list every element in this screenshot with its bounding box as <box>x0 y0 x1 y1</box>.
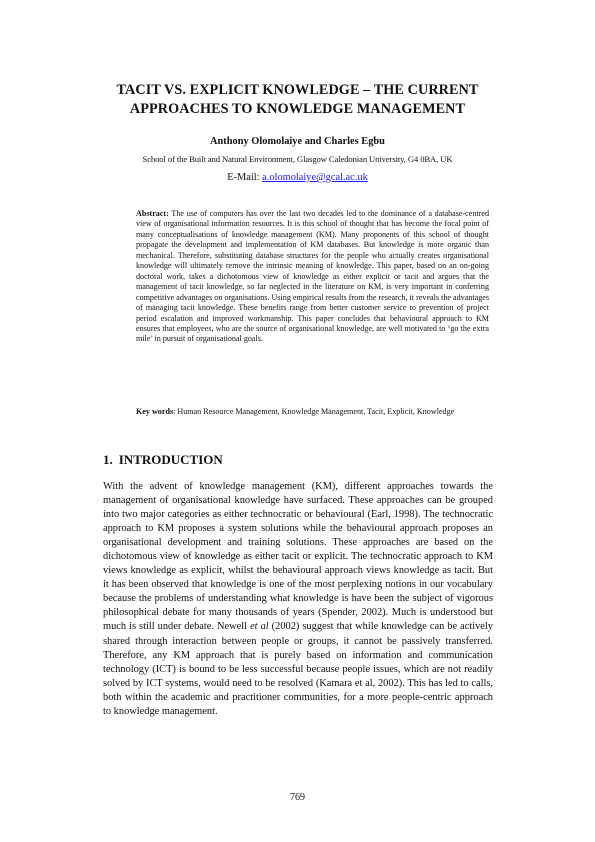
paper-title <box>60 81 535 119</box>
section-number: 1. <box>103 452 113 467</box>
paper-title-line-1: TACIT VS. EXPLICIT KNOWLEDGE – THE CURRENT <box>116 82 479 98</box>
abstract-text: The use of computers has over the last two decades led to the dominance of a database-centred view of organisational information resources. It is this school of thought that has become the focal point of many conceptualisations of knowledge management (KM). Many proponents of this school of thought propagate the development and implementation of KM databases. But knowledge is more organic than mechanical. Therefore, substituting database structures for the people who actually creates organisational knowledge will ultimately remove the intrinsic meaning of knowledge. This paper, based on an on-going doctoral work, takes a dichotomous view of knowledge as either explicit or tacit and argues that the management of tacit knowledge, so far neglected in the literature on KM, is very important in conferring competitive advantages on organisations. Using empirical results from the research, it reveals the advantages of managing tacit knowledge. These benefits range from better customer service to prevention of project period escalation and improved workmanship. This paper concludes that behavioural approach to KM ensures that employees, who are the source of organisational knowledge, are well motivated to ‘go the extra mile’ in pursuit of organisational goals. <box>136 209 489 344</box>
intro-text-2: (2002) suggest that while knowledge can be actively shared through interaction between people or groups, it cannot be passively transferred. Therefore, any KM approach that is purely based on information and communication technology (ICT) is bound to be less successful because people issues, which are not readily solved by ICT systems, would need to be resolved (Kamara et al, 2002). This has led to calls, both within the academic and practitioner communities, for a more people-centric approach to knowledge management. <box>103 621 493 717</box>
keywords <box>136 406 489 417</box>
section-title: INTRODUCTION <box>118 452 223 467</box>
keywords-text: : Human Resource Management, Knowledge Management, Tacit, Explicit, Knowledge <box>173 407 455 416</box>
section-heading <box>103 452 223 468</box>
intro-etal: et al <box>250 621 269 633</box>
abstract <box>136 209 489 345</box>
authors: Anthony Olomolaiye and Charles Egbu <box>210 136 385 147</box>
intro-text-1: With the advent of knowledge management (KM), different approaches towards the management of organisational knowledge have surfaced. These approaches can be grouped into two major categories as either technocratic or behavioural (Earl, 1998). The technocratic approach to KM proposes a system solutions while the behavioural approach proposes an organisational development and training solutions. These approaches are based on the dichotomous view of knowledge as either tacit or explicit. The technocratic approach to KM views knowledge as explicit, whilst the behavioural approach views knowledge as tacit. But it has been observed that knowledge is one of the most perplexing notions in our vocabulary because the problems of understanding what knowledge is have been the subject of vigorous philosophical debate for many thousands of years (Spender, 2002). Much is understood but much is still under debate. Newell <box>103 481 493 633</box>
email-label: E-Mail: <box>227 172 263 183</box>
paper-title-line-2: APPROACHES TO KNOWLEDGE MANAGEMENT <box>129 101 466 117</box>
page-number: 769 <box>290 792 305 803</box>
introduction-paragraph <box>103 480 493 719</box>
affiliation: School of the Built and Natural Environment, Glasgow Caledonian University, G4 0BA, UK <box>142 154 453 164</box>
keywords-label: Key words <box>136 407 174 416</box>
email-line <box>0 172 595 183</box>
email-link[interactable]: a.olomolaiye@gcal.ac.uk <box>262 172 368 183</box>
abstract-label: Abstract: <box>136 209 169 218</box>
